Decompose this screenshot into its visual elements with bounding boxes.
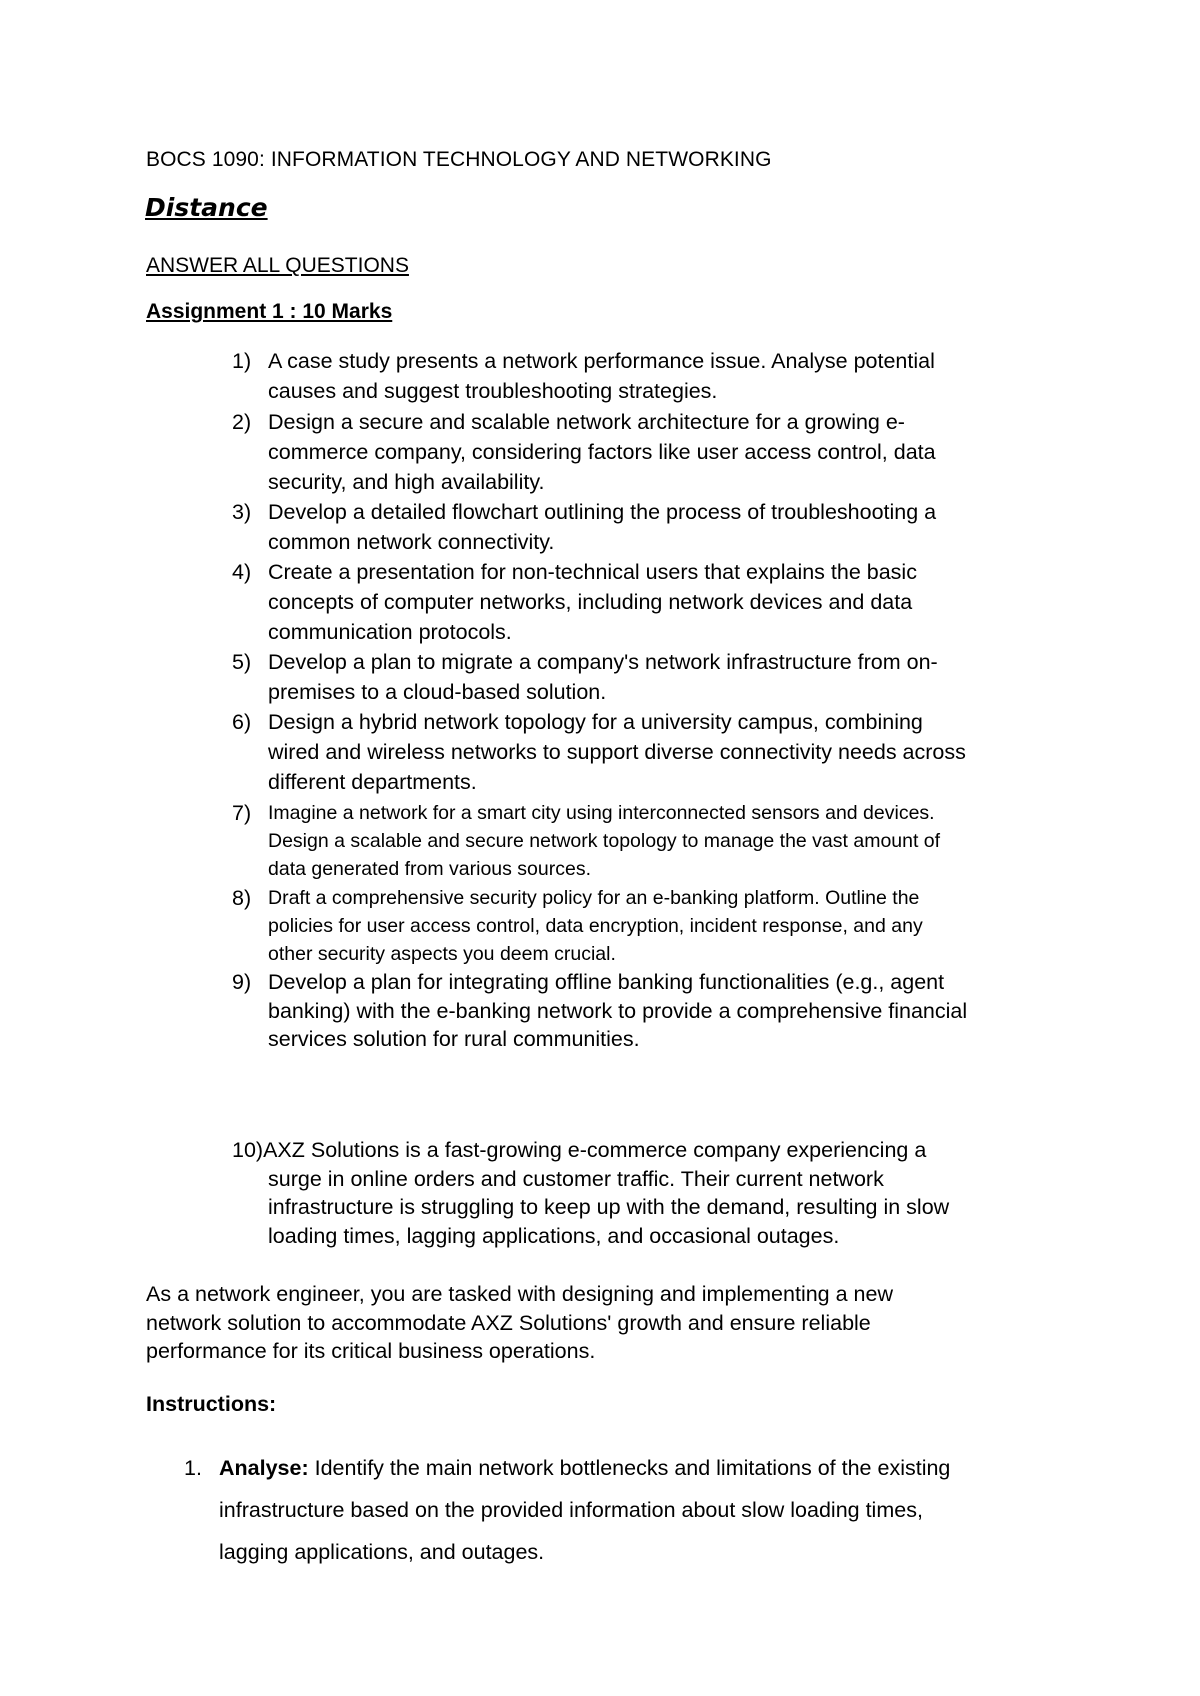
question-line: AXZ Solutions is a fast-growing e-commerce company experiencing a [263, 1138, 927, 1162]
question-line: Develop a plan for integrating offline banking functionalities (e.g., agent [268, 970, 945, 994]
question-line: Design a hybrid network topology for a university campus, combining [268, 710, 923, 734]
question-line: Draft a comprehensive security policy for an e-banking platform. Outline the [268, 887, 920, 909]
question-number: 5) [232, 650, 252, 674]
answer-all-heading: ANSWER ALL QUESTIONS [146, 254, 409, 277]
instruction-number: 1. [184, 1456, 202, 1480]
question-number: 7) [232, 801, 252, 825]
instruction-label: Analyse: [219, 1456, 309, 1480]
question-line: other security aspects you deem crucial. [268, 943, 616, 965]
question-number: 6) [232, 710, 252, 734]
question-line: A case study presents a network performance issue. Analyse potential [268, 349, 935, 373]
question-line: Develop a detailed flowchart outlining the process of troubleshooting a [268, 500, 937, 524]
question-number: 3) [232, 500, 252, 524]
question-line: data generated from various sources. [268, 858, 592, 880]
question-line: concepts of computer networks, including network devices and data [268, 590, 913, 614]
study-mode-heading: Distance [145, 193, 268, 222]
instructions-heading: Instructions: [146, 1392, 277, 1416]
question-10 [232, 1136, 949, 1250]
question-line: banking) with the e-banking network to provide a comprehensive financial [268, 998, 968, 1023]
scenario-paragraph [146, 1280, 1046, 1366]
question-number: 4) [232, 560, 252, 584]
question-line: wired and wireless networks to support diverse connectivity needs across [268, 740, 966, 764]
question-number: 9) [232, 970, 252, 994]
question-number: 10) [232, 1138, 264, 1162]
question-line: surge in online orders and customer traffic. Their current network [268, 1166, 884, 1191]
question-line: premises to a cloud-based solution. [268, 680, 607, 704]
question-line: different departments. [268, 770, 477, 794]
question-line: communication protocols. [268, 620, 512, 644]
paragraph-line: network solution to accommodate AXZ Solutions' growth and ensure reliable [146, 1310, 871, 1335]
course-title: BOCS 1090: INFORMATION TECHNOLOGY AND NETWORKING [146, 148, 772, 171]
question-line: services solution for rural communities. [268, 1027, 640, 1051]
question-line: Create a presentation for non-technical users that explains the basic [268, 560, 917, 584]
question-line: Design a scalable and secure network topology to manage the vast amount of [268, 830, 941, 852]
assignment-heading: Assignment 1 : 10 Marks [146, 300, 393, 323]
instruction-line: Identify the main network bottlenecks and limitations of the existing [308, 1456, 951, 1480]
question-number: 8) [232, 886, 252, 910]
question-line: common network connectivity. [268, 530, 555, 554]
question-line: Develop a plan to migrate a company's network infrastructure from on- [268, 650, 938, 674]
question-line: Design a secure and scalable network architecture for a growing e- [268, 410, 905, 434]
question-line: security, and high availability. [268, 470, 545, 494]
instruction-line: infrastructure based on the provided information about slow loading times, [219, 1498, 923, 1522]
question-line: policies for user access control, data encryption, incident response, and any [268, 915, 923, 937]
question-number: 1) [232, 349, 252, 373]
question-line: commerce company, considering factors like user access control, data [268, 440, 936, 464]
paragraph-line: As a network engineer, you are tasked with designing and implementing a new [146, 1282, 893, 1306]
paragraph-line: performance for its critical business operations. [146, 1339, 596, 1363]
question-line: infrastructure is struggling to keep up with the demand, resulting in slow [268, 1195, 950, 1219]
instruction-line: lagging applications, and outages. [219, 1540, 545, 1564]
question-line: Imagine a network for a smart city using interconnected sensors and devices. [268, 802, 935, 824]
question-number: 2) [232, 410, 252, 434]
question-line: loading times, lagging applications, and occasional outages. [268, 1223, 840, 1248]
question-line: causes and suggest troubleshooting strategies. [268, 379, 718, 403]
